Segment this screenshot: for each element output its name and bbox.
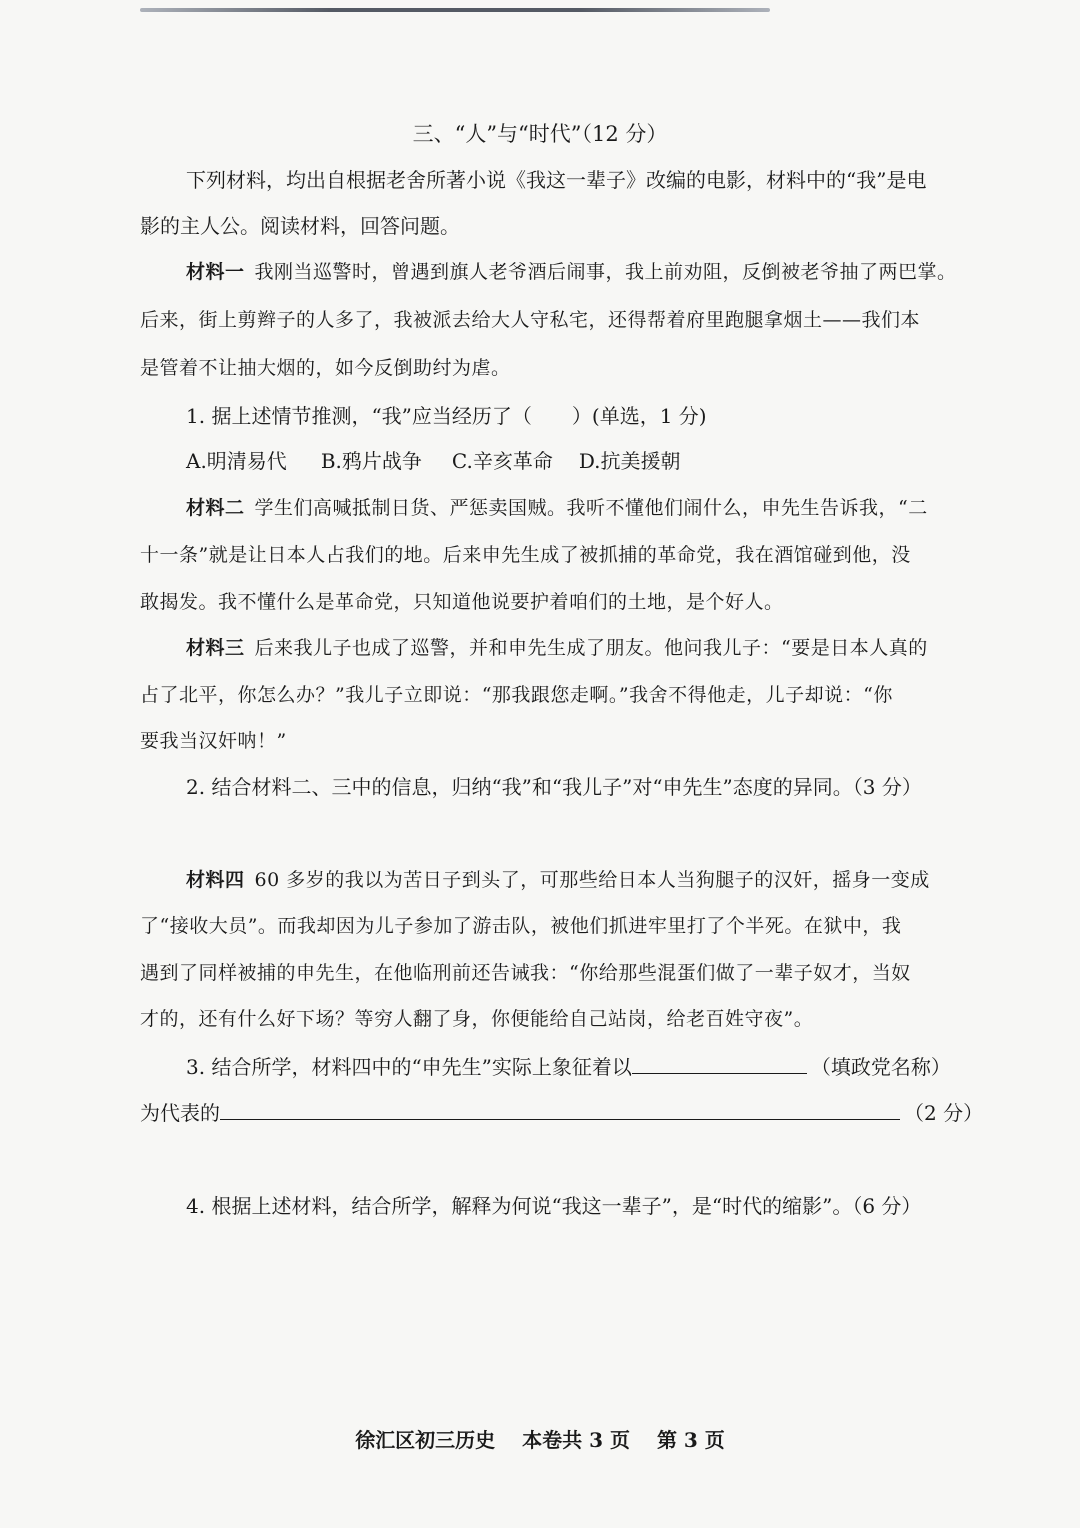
question-3-hint: （填政党名称） [810, 1055, 951, 1079]
material1-label: 材料一 [186, 261, 245, 283]
material4-line-4: 才的，还有什么好下场？等穷人翻了身，你便能给自己站岗，给老百姓守夜”。 [140, 1008, 814, 1030]
material1-text-1: 我刚当巡警时，曾遇到旗人老爷酒后闹事，我上前劝阻，反倒被老爷抽了两巴掌。 [254, 261, 957, 283]
material3-label: 材料三 [186, 637, 245, 659]
material2-label: 材料二 [186, 497, 245, 519]
party-name-blank[interactable] [632, 1053, 807, 1074]
material2-line-3: 敢揭发。我不懂什么是革命党，只知道他说要护着咱们的土地，是个好人。 [140, 591, 784, 613]
footer-page-number: 第 3 页 [656, 1428, 725, 1452]
footer-total-pages: 本卷共 3 页 [522, 1428, 630, 1452]
question-3-text-1: 3. 结合所学，材料四中的“申先生”实际上象征着以 [186, 1055, 632, 1079]
material4-label: 材料四 [186, 869, 245, 891]
page-footer [0, 1424, 1080, 1453]
question-3-line-2 [140, 1099, 1000, 1125]
material4-line-3: 遇到了同样被捕的申先生，在他临刑前还告诫我：“你给那些混蛋们做了一辈子奴才，当奴 [140, 962, 911, 984]
material4-line-1 [186, 868, 1000, 892]
material2-line-1 [186, 496, 1000, 520]
answer-blank[interactable] [220, 1099, 900, 1120]
material3-line-2: 占了北平，你怎么办？”我儿子立即说：“那我跟您走啊。”我舍不得他走，儿子却说：“你 [140, 684, 893, 706]
scan-edge-line [140, 8, 770, 12]
option-a: A.明清易代 [186, 449, 287, 473]
material2-text-1: 学生们高喊抵制日货、严惩卖国贼。我听不懂他们闹什么，申先生告诉我，“二 [254, 497, 928, 519]
question-1-options [186, 449, 1000, 473]
material3-text-1: 后来我儿子也成了巡警，并和申先生成了朋友。他问我儿子：“要是日本人真的 [254, 637, 928, 659]
question-2: 2. 结合材料二、三中的信息，归纳“我”和“我儿子”对“申先生”态度的异同。（3 分） [186, 775, 922, 799]
section-title: 三、“人”与“时代”（12 分） [412, 122, 668, 146]
material1-line-3: 是管着不让抽大烟的，如今反倒助纣为虐。 [140, 357, 511, 379]
question-4: 4. 根据上述材料，结合所学，解释为何说“我这一辈子”，是“时代的缩影”。（6 分） [186, 1194, 922, 1218]
material4-line-2: 了“接收大员”。而我却因为儿子参加了游击队，被他们抓进牢里打了个半死。在狱中，我 [140, 915, 902, 937]
material1-line-2: 后来，街上剪辫子的人多了，我被派去给大人守私宅，还得帮着府里跑腿拿烟土——我们本 [140, 309, 921, 331]
material3-line-3: 要我当汉奸呐！” [140, 730, 287, 752]
intro-line-1: 下列材料，均出自根据老舍所著小说《我这一辈子》改编的电影，材料中的“我”是电 [186, 168, 927, 192]
question-3-line-1 [186, 1053, 1000, 1079]
material4-text-1: 60 多岁的我以为苦日子到头了，可那些给日本人当狗腿子的汉奸，摇身一变成 [254, 869, 930, 891]
option-d: D.抗美援朝 [578, 449, 681, 473]
footer-subject: 徐汇区初三历史 [355, 1428, 496, 1452]
material1-line-1 [186, 260, 1000, 284]
option-c: C.辛亥革命 [451, 449, 553, 473]
option-b: B.鸦片战争 [320, 449, 422, 473]
question-3-text-2: 为代表的 [140, 1101, 220, 1125]
question-3-score: （2 分） [904, 1101, 984, 1125]
intro-line-2: 影的主人公。阅读材料，回答问题。 [140, 214, 460, 238]
material2-line-2: 十一条”就是让日本人占我们的地。后来申先生成了被抓捕的革命党，我在酒馆碰到他，没 [140, 544, 911, 566]
question-1: 1. 据上述情节推测，“我”应当经历了（ ）(单选，1 分) [186, 404, 707, 428]
material3-line-1 [186, 636, 1000, 660]
